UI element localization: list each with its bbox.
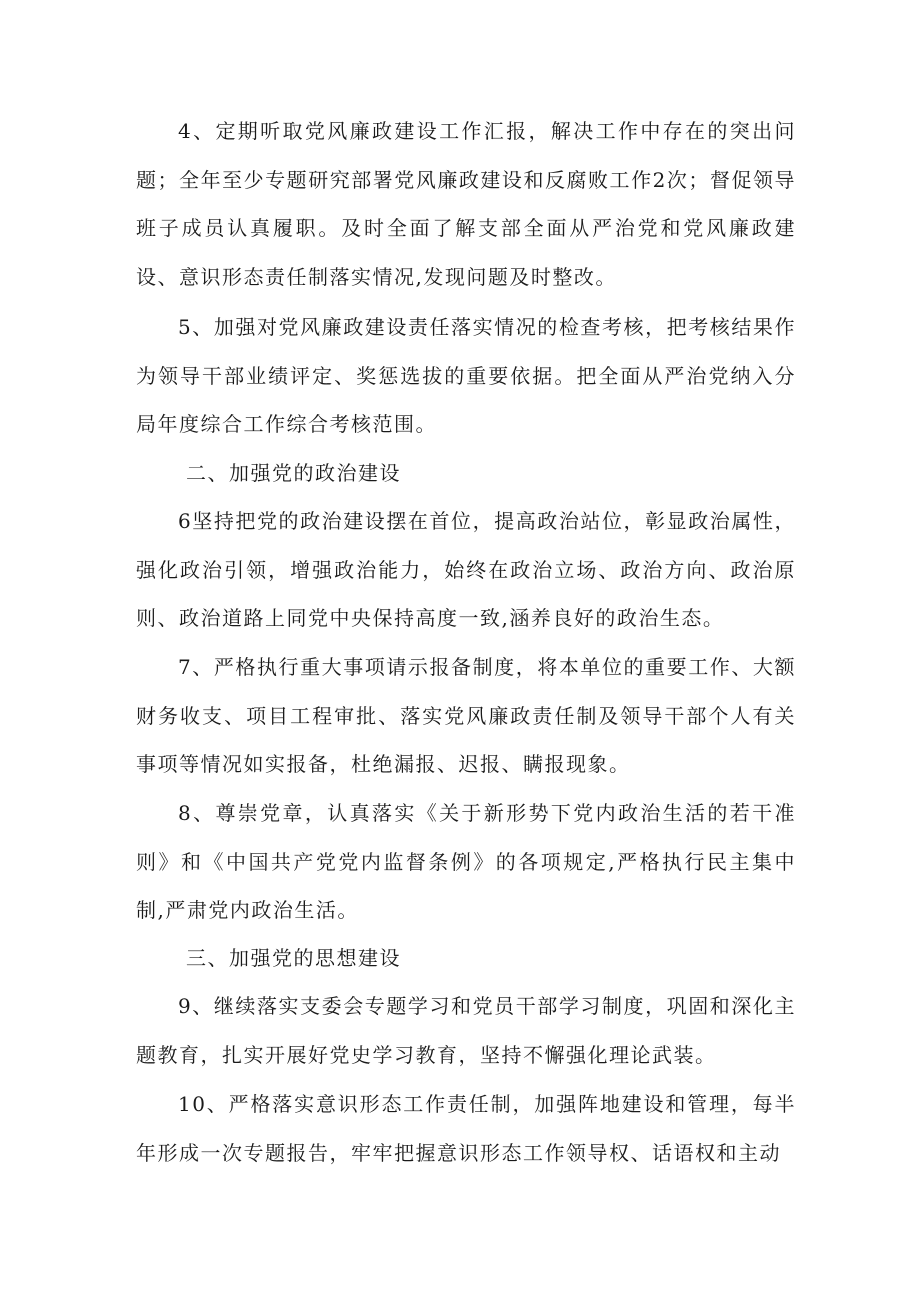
paragraph-item-10: 10、严格落实意识形态工作责任制，加强阵地建设和管理，每半年形成一次专题报告，牢牢把握意识形态工作领导权、话语权和主动 <box>136 1092 796 1165</box>
paragraph-item-8: 8、尊崇党章，认真落实《关于新形势下党内政治生活的若干准则》和《中国共产党党内监督条例》的各项规定,严格执行民主集中制,严肃党内政治生活。 <box>136 801 796 922</box>
paragraph-item-9: 9、继续落实支委会专题学习和党员干部学习制度，巩固和深化主题教育，扎实开展好党史学习教育，坚持不懈强化理论武装。 <box>136 994 796 1067</box>
section-heading-political: 二、加强党的政治建设 <box>186 461 401 485</box>
section-heading-ideological: 三、加强党的思想建设 <box>186 946 401 970</box>
paragraph-item-4: 4、定期听取党风廉政建设工作汇报，解决工作中存在的突出问题；全年至少专题研究部署党风廉政建设和反腐败工作2次；督促领导班子成员认真履职。及时全面了解支部全面从严治党和党风廉政建设、意识形态责任制落实情况,发现问题及时整改。 <box>136 119 796 289</box>
paragraph-item-6: 6坚持把党的政治建设摆在首位，提高政治站位，彰显政治属性，强化政治引领，增强政治能力，始终在政治立场、政治方向、政治原则、政治道路上同党中央保持高度一致,涵养良好的政治生态。 <box>136 509 796 630</box>
paragraph-item-7: 7、严格执行重大事项请示报备制度，将本单位的重要工作、大额财务收支、项目工程审批、落实党风廉政责任制及领导干部个人有关事项等情况如实报备，杜绝漏报、迟报、瞒报现象。 <box>136 655 796 776</box>
paragraph-item-5: 5、加强对党风廉政建设责任落实情况的检查考核，把考核结果作为领导干部业绩评定、奖惩选拔的重要依据。把全面从严治党纳入分局年度综合工作综合考核范围。 <box>136 315 796 436</box>
